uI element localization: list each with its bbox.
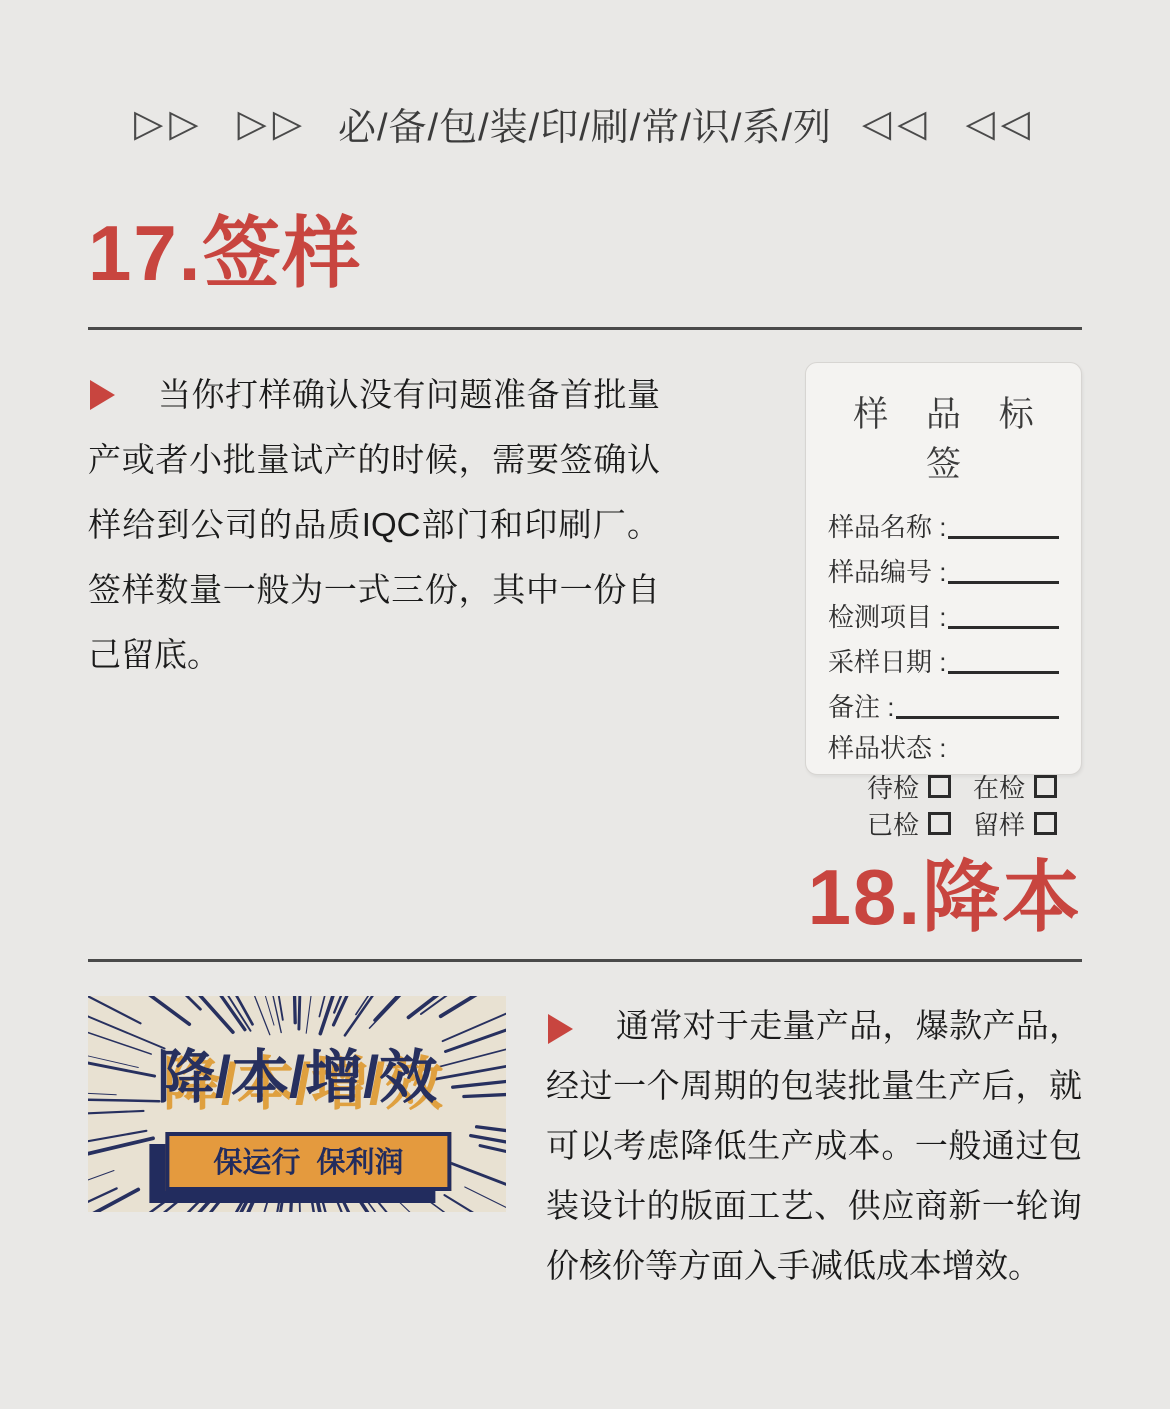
status-option-tested-label: 已检 (866, 810, 919, 840)
status-option-in-test-label: 在检 (972, 773, 1025, 803)
checkbox-retained-icon (1034, 812, 1057, 835)
cost-reduction-illustration (88, 996, 506, 1212)
field-test-item-label: 检测项目 : (828, 602, 947, 632)
status-option-pending-label: 待检 (866, 773, 919, 803)
section-17-title: 17.签样 (88, 209, 363, 297)
field-test-item-blank-line (948, 626, 1059, 629)
field-remarks-label: 备注 : (828, 692, 895, 722)
section-18-body (88, 996, 1082, 1296)
field-sample-name-blank-line (948, 536, 1059, 539)
field-sampling-date (828, 634, 1059, 679)
field-sample-name (828, 499, 1059, 544)
illustration-banner-wrap (165, 1132, 451, 1191)
field-sampling-date-blank-line (948, 671, 1059, 674)
section-17-paragraph (88, 362, 660, 687)
field-remarks (828, 679, 1059, 724)
checkbox-in-test-icon (1034, 775, 1057, 798)
field-test-item (828, 589, 1059, 634)
illustration-headline: 降/本/增/效 (156, 1045, 438, 1110)
series-title: 必/备/包/装/印/刷/常/识/系/列 (337, 107, 833, 149)
double-right-arrows-icon: ▷▷ ▷▷ (133, 103, 308, 145)
field-sampling-date-label: 采样日期 : (828, 647, 947, 677)
section-18-paragraph-text: 通常对于走量产品，爆款产品，经过一个周期的包装批量生产后，就可以考虑降低生产成本。一般通过包装设计的版面工艺、供应商新一轮询价核价等方面入手减低成本增效。 (546, 1007, 1082, 1284)
checkbox-tested-icon (928, 812, 951, 835)
status-checkbox-row-2 (828, 805, 1059, 842)
status-option-retained-label: 留样 (972, 810, 1025, 840)
sample-status-label: 样品状态 : (828, 732, 947, 763)
section-17-body (88, 362, 1082, 840)
illustration-banner: 保运行 保利润 (165, 1132, 451, 1191)
field-sample-number-blank-line (948, 581, 1059, 584)
status-option-pending (867, 768, 951, 805)
section-17-divider (88, 327, 1082, 330)
section-18-paragraph (546, 996, 1082, 1296)
field-sample-number-label: 样品编号 : (828, 557, 947, 587)
sample-label-card (805, 362, 1082, 840)
section-18-divider (88, 959, 1082, 962)
field-remarks-blank-line (896, 716, 1059, 719)
status-option-retained (973, 805, 1057, 842)
section-18-title: 18.降本 (807, 853, 1082, 941)
section-17-paragraph-text: 当你打样确认没有问题准备首批量产或者小批量试产的时候，需要签确认样给到公司的品质IQC部门和印刷厂。签样数量一般为一式三份，其中一份自己留底。 (88, 376, 660, 673)
status-option-tested (867, 805, 951, 842)
sample-label-card-title: 样 品 标 签 (853, 395, 1048, 484)
status-checkbox-row-1 (828, 768, 1059, 805)
field-sample-name-label: 样品名称 : (828, 512, 947, 542)
checkbox-pending-icon (928, 775, 951, 798)
field-sample-number (828, 544, 1059, 589)
status-option-in-test (973, 768, 1057, 805)
double-left-arrows-icon: ◁◁ ◁◁ (862, 103, 1037, 145)
series-header (88, 0, 1082, 151)
